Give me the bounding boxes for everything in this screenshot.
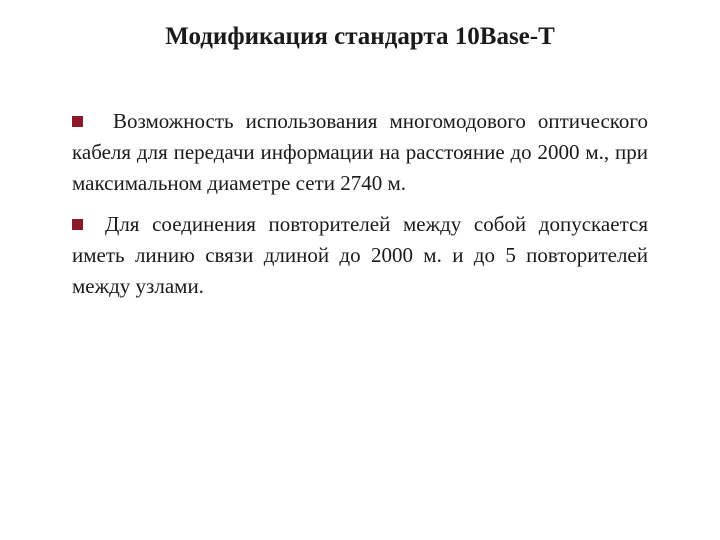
- bullet-text-2: Для соединения повторителей между собой допускается иметь линию связи длиной до 2000 м. и до 5 повторителей между узлами.: [72, 212, 648, 298]
- bullet-list: [72, 106, 648, 312]
- bullet-item-2: [72, 209, 648, 302]
- slide-title: Модификация стандарта 10Base-T: [165, 23, 555, 50]
- bullet-item-1: [72, 106, 648, 199]
- bullet-text-1: Возможность использования многомодового оптического кабеля для передачи информации на расстояние до 2000 м., при максимальном диаметре сети 2740 м.: [72, 109, 648, 195]
- square-bullet-icon: [72, 219, 83, 230]
- square-bullet-icon: [72, 116, 83, 127]
